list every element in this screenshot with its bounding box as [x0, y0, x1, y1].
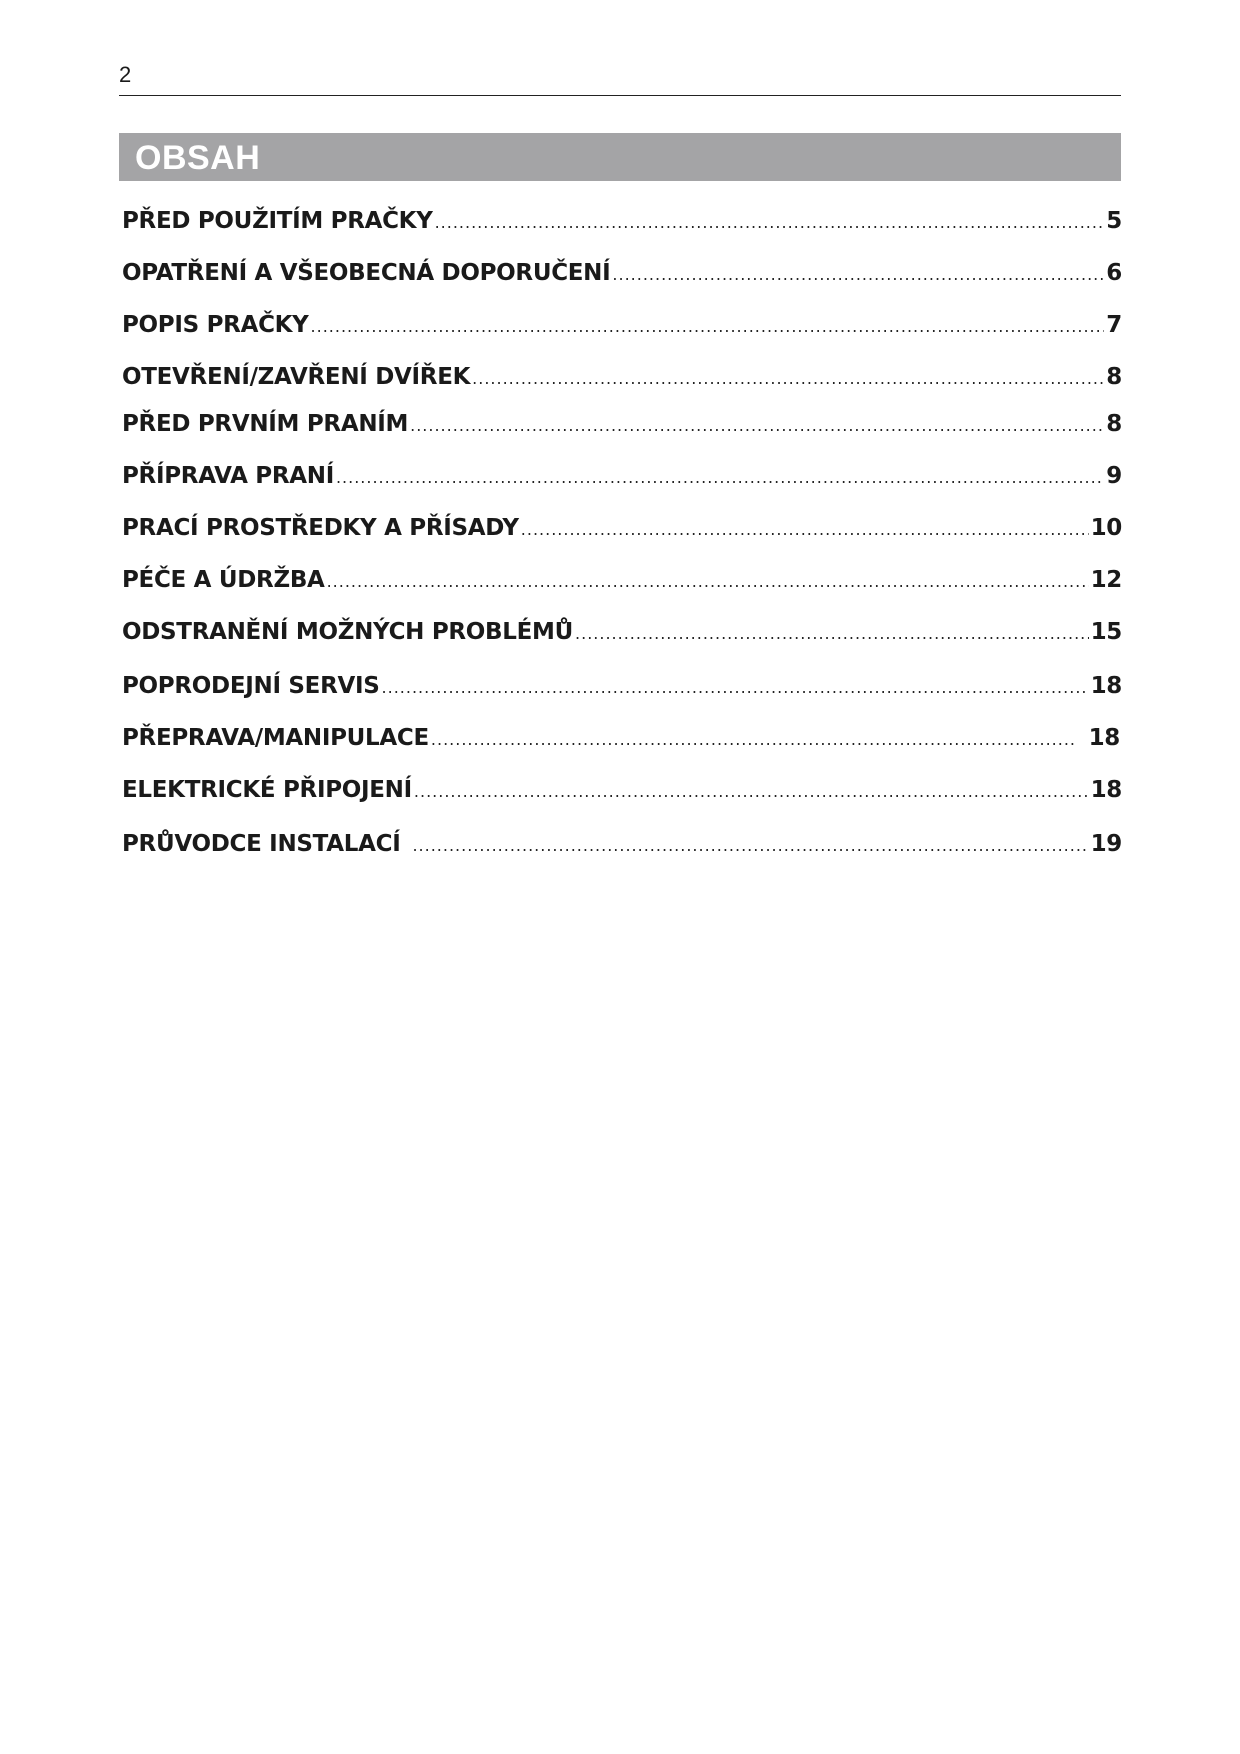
toc-entry[interactable] — [122, 312, 1122, 346]
toc-dot-leader — [412, 836, 1088, 855]
toc-dot-leader — [336, 468, 1104, 487]
toc-entry[interactable] — [122, 411, 1122, 445]
section-title: OBSAH — [135, 139, 261, 177]
toc-entry-title: ELEKTRICKÉ PŘIPOJENÍ — [122, 777, 412, 803]
toc-entry[interactable] — [122, 260, 1122, 294]
toc-entry-page: 15 — [1090, 619, 1122, 645]
toc-entry-page: 5 — [1106, 208, 1122, 234]
toc-entry[interactable] — [122, 463, 1122, 497]
toc-entry-page: 12 — [1090, 567, 1122, 593]
toc-entry-page: 10 — [1090, 515, 1122, 541]
toc-entry-page: 18 — [1088, 725, 1120, 751]
toc-entry-title: OTEVŘENÍ/ZAVŘENÍ DVÍŘEK — [122, 364, 471, 390]
toc-entry-page: 8 — [1106, 411, 1122, 437]
toc-entry-title: PRŮVODCE INSTALACÍ — [122, 831, 401, 857]
toc-entry-title: ODSTRANĚNÍ MOŽNÝCH PROBLÉMŮ — [122, 619, 574, 645]
toc-entry-title: PŘEPRAVA/MANIPULACE — [122, 725, 429, 751]
toc-dot-leader — [472, 369, 1104, 388]
toc-entry-page: 9 — [1106, 463, 1122, 489]
toc-entry[interactable] — [122, 364, 1122, 398]
toc-entry-title: PRACÍ PROSTŘEDKY A PŘÍSADY — [122, 515, 519, 541]
toc-entry-page: 6 — [1106, 260, 1122, 286]
toc-entry[interactable] — [122, 515, 1122, 549]
toc-dot-leader — [435, 213, 1105, 232]
toc-entry-title: PŘÍPRAVA PRANÍ — [122, 463, 334, 489]
toc-entry[interactable] — [122, 831, 1122, 865]
toc-entry-title: OPATŘENÍ A VŠEOBECNÁ DOPORUČENÍ — [122, 260, 611, 286]
toc-entry[interactable] — [122, 619, 1122, 653]
toc-entry[interactable] — [122, 208, 1122, 242]
toc-entry[interactable] — [122, 725, 1122, 759]
toc-entry-title: PŘED POUŽITÍM PRAČKY — [122, 208, 433, 234]
toc-entry[interactable] — [122, 777, 1122, 811]
toc-entry[interactable] — [122, 673, 1122, 707]
header-rule — [119, 95, 1121, 96]
toc-dot-leader — [575, 624, 1089, 643]
toc-dot-leader — [431, 730, 1077, 749]
toc-entry-page: 19 — [1090, 831, 1122, 857]
toc-dot-leader — [311, 317, 1105, 336]
toc-dot-leader — [612, 265, 1104, 284]
toc-dot-leader — [414, 782, 1089, 801]
page-number: 2 — [119, 62, 132, 87]
toc-entry-page: 7 — [1106, 312, 1122, 338]
toc-dot-leader — [410, 416, 1104, 435]
toc-entry-page: 18 — [1090, 777, 1122, 803]
toc-dot-leader — [327, 572, 1089, 591]
toc-entry-title: POPIS PRAČKY — [122, 312, 309, 338]
toc-dot-leader — [382, 678, 1089, 697]
toc-entry-title: PŘED PRVNÍM PRANÍM — [122, 411, 409, 437]
section-title-bar — [119, 133, 1121, 181]
toc-entry-page: 8 — [1106, 364, 1122, 390]
toc-entry-page: 18 — [1090, 673, 1122, 699]
toc-entry[interactable] — [122, 567, 1122, 601]
toc-entry-title: PÉČE A ÚDRŽBA — [122, 567, 325, 593]
toc-dot-leader — [521, 520, 1089, 539]
toc-entry-title: POPRODEJNÍ SERVIS — [122, 673, 380, 699]
